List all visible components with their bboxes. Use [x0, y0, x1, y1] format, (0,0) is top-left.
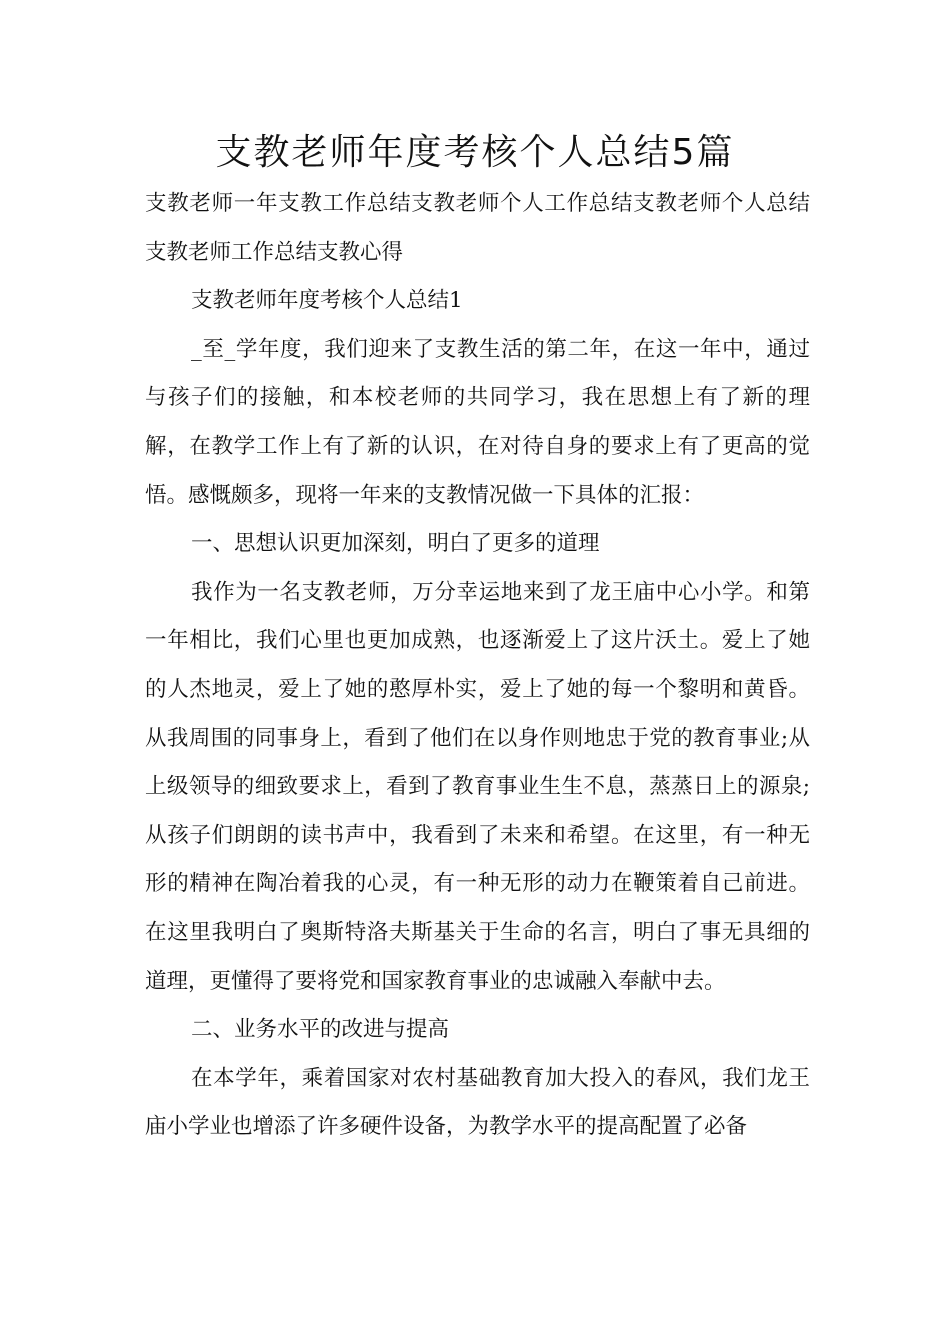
paragraph-2: 在本学年，乘着国家对农村基础教育加大投入的春风，我们龙王庙小学业也增添了许多硬件设备，为教学水平的提高配置了必备 — [145, 1065, 810, 1140]
paragraph-1: 我作为一名支教老师，万分幸运地来到了龙王庙中心小学。和第一年相比，我们心里也更加成熟，也逐渐爱上了这片沃土。爱上了她的人杰地灵，爱上了她的憨厚朴实，爱上了她的每一个黎明和黄昏。从我周围的同事身上，看到了他们在以身作则地忠于党的教育事业;从上级领导的细致要求上，看到了教育事业生生不息，蒸蒸日上的源泉;从孩子们朗朗的读书声中，我看到了未来和希望。在这里，有一种无形的精神在陶冶着我的心灵，有一种无形的动力在鞭策着自己前进。在这里我明白了奥斯特洛夫斯基关于生命的名言，明白了事无具细的道理，更懂得了要将党和国家教育事业的忠诚融入奉献中去。 — [145, 579, 810, 994]
keywords-line: 支教老师一年支教工作总结支教老师个人工作总结支教老师个人总结支教老师工作总结支教心得 — [145, 191, 810, 265]
heading-1: 一、思想认识更加深刻，明白了更多的道理 — [191, 531, 600, 557]
paragraph-intro: _至_学年度，我们迎来了支教生活的第二年，在这一年中，通过与孩子们的接触，和本校老师的共同学习，我在思想上有了新的理解，在教学工作上有了新的认识，在对待自身的要求上有了更高的觉悟。感慨颇多，现将一年来的支教情况做一下具体的汇报： — [145, 336, 810, 508]
section-title: 支教老师年度考核个人总结1 — [191, 288, 463, 314]
document-body — [145, 180, 810, 1152]
document-title: 支教老师年度考核个人总结5篇 — [215, 132, 735, 173]
heading-2: 二、业务水平的改进与提高 — [191, 1017, 450, 1043]
